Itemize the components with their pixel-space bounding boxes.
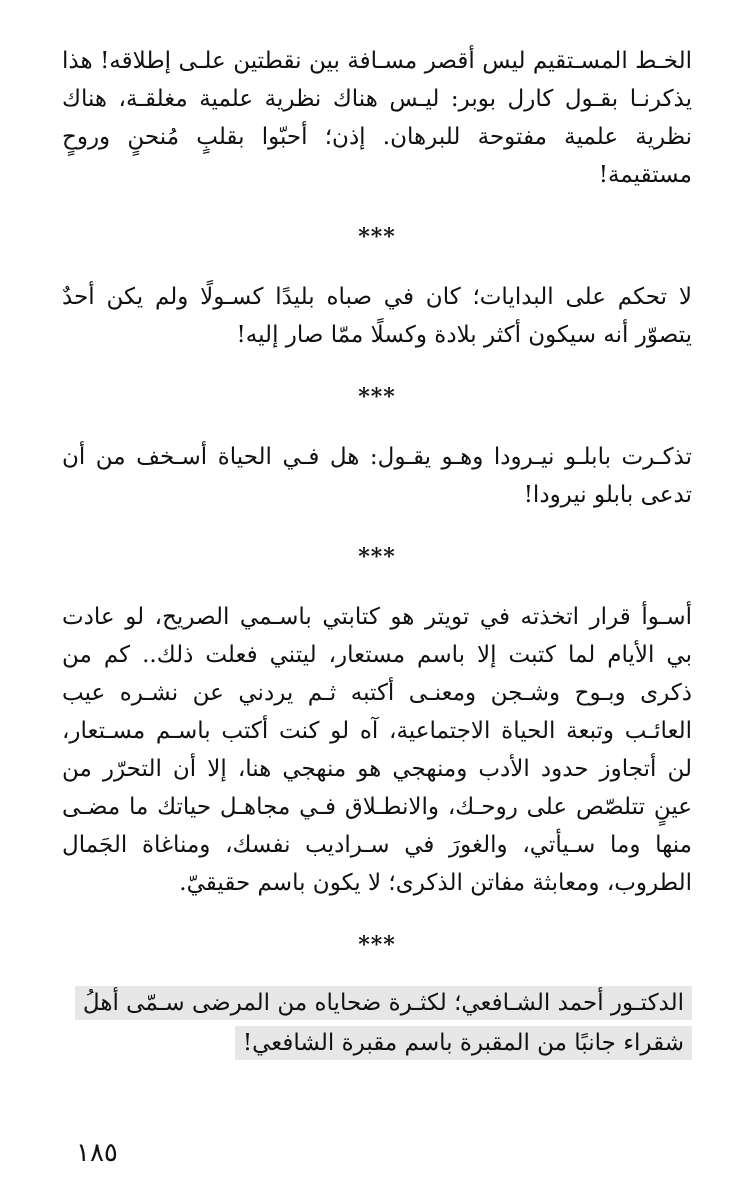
highlighted-paragraph xyxy=(62,986,692,1066)
paragraph-beginnings: لا تحكم على البدايات؛ كان في صباه بليدًا كسـولًا ولم يكن أحدٌ يتصوّر أنه سيكون أكثر بلادة وكسلًا ممّا صار إليه! xyxy=(62,284,692,348)
book-page xyxy=(62,42,692,1066)
highlighted-line: الدكتـور أحمد الشـافعي؛ لكثـرة ضحاياه من المرضى سـمّى أهلُ xyxy=(75,986,692,1020)
paragraph-straight-line: الخـط المسـتقيم ليس أقصر مسـافة بين نقطتين علـى إطلاقه! هذا يذكرنـا بقـول كارل بوبر: ليـس هناك نظرية علمية مغلقـة، هناك نظرية علمية مفتوحة للبرهان. إذن؛ أحبّوا بقلبٍ مُنحنٍ وروحٍ مستقيمة! xyxy=(62,48,692,188)
page-number: ١٨٥ xyxy=(76,1138,118,1168)
section-separator: *** xyxy=(358,224,396,250)
section-separator: *** xyxy=(358,932,396,958)
paragraph-twitter: أسـوأ قرار اتخذته في تويتر هو كتابتي باسـمي الصريح، لو عادت بي الأيام لما كتبت إلا باسم مستعار، ليتني فعلت ذلك.. كم من ذكرى وبـوح وشـجن ومعنـى أكتبه ثـم يردني عن نشـره عيب العائـب وتبعة الحياة الاجتماعية، آه لو كنت أكتب باسـم مسـتعار، لن أتجاوز حدود الأدب ومنهجي هو منهجي هنا، إلا أن التحرّر من عينٍ تتلصّص على روحـك، والانطـلاق فـي مجاهـل حياتك ما مضـى منها وما سـيأتي، والغورَ في سـراديب نفسك، ومناغاة الجَمال الطروب، ومعابثة مفاتن الذكرى؛ لا يكون باسم حقيقيّ. xyxy=(62,604,692,896)
section-separator: *** xyxy=(358,544,396,570)
paragraph-neruda: تذكـرت بابلـو نيـرودا وهـو يقـول: هل فـي الحياة أسـخف من أن تدعى بابلو نيرودا! xyxy=(62,444,693,508)
section-separator: *** xyxy=(358,384,396,410)
highlighted-line: شقراء جانبًا من المقبرة باسم مقبرة الشافعي! xyxy=(235,1026,692,1060)
